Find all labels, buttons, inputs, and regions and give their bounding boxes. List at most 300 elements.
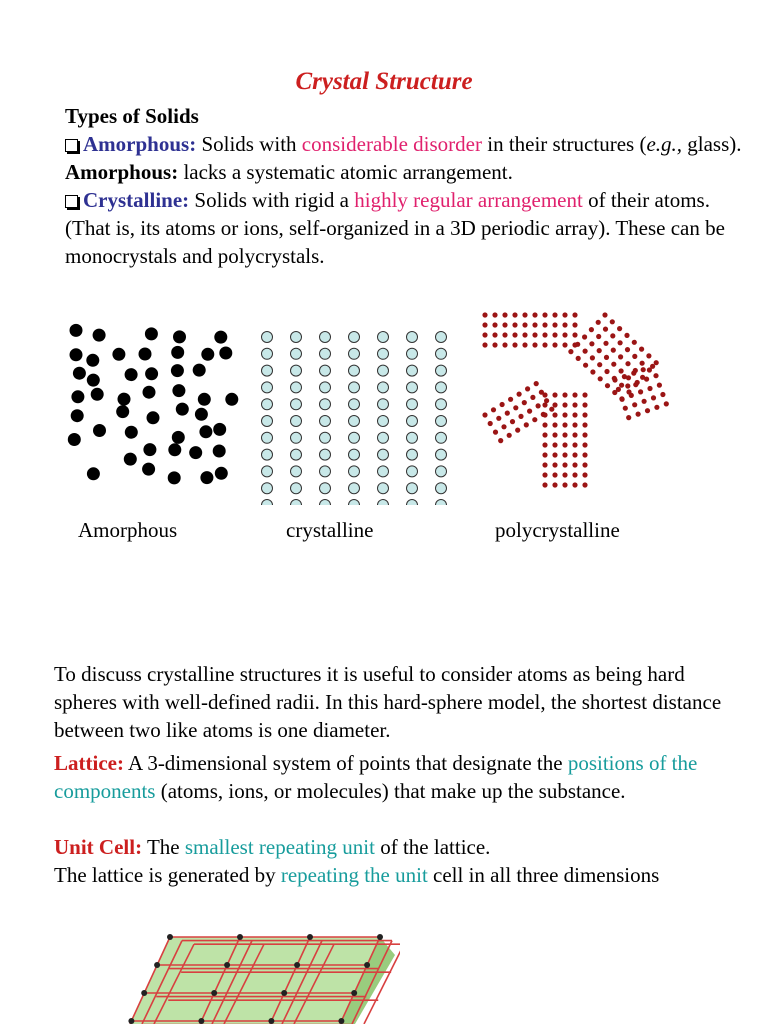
polycrystalline-atom: [653, 373, 658, 378]
crystalline-paragraph: [65, 186, 745, 270]
polycrystalline-atom: [522, 342, 527, 347]
crystalline-atom: [349, 416, 360, 427]
amorphous-atom: [171, 346, 184, 359]
polycrystalline-atom: [590, 355, 595, 360]
amorphous-atom: [71, 409, 84, 422]
polycrystalline-atom: [572, 462, 577, 467]
crystalline-atom: [378, 332, 389, 343]
polycrystalline-atom: [512, 322, 517, 327]
polycrystalline-atom: [552, 402, 557, 407]
polycrystalline-atom: [562, 392, 567, 397]
polycrystalline-atom: [496, 416, 501, 421]
polycrystalline-atom: [522, 332, 527, 337]
caption-crystalline: crystalline: [286, 518, 374, 542]
polycrystalline-atom: [552, 342, 557, 347]
crystalline-atom: [291, 466, 302, 477]
polycrystalline-atom: [562, 322, 567, 327]
checkbox-bullet-icon: [65, 139, 78, 152]
polycrystalline-atom: [542, 402, 547, 407]
crystalline-atom: [320, 500, 331, 506]
polycrystalline-atom: [618, 354, 623, 359]
polycrystalline-atom: [552, 482, 557, 487]
polycrystalline-atom: [522, 322, 527, 327]
amorphous-atom: [145, 367, 158, 380]
amorphous-atom: [87, 374, 100, 387]
polycrystalline-atom: [582, 462, 587, 467]
polycrystalline-atom: [502, 312, 507, 317]
amorphous-atom: [171, 364, 184, 377]
polycrystalline-atom: [562, 462, 567, 467]
text: (atoms, ions, or molecules) that make up the substance.: [155, 779, 626, 803]
polycrystalline-atom: [664, 401, 669, 406]
crystalline-atom: [407, 483, 418, 494]
polycrystalline-atom: [650, 364, 655, 369]
polycrystalline-atom: [645, 408, 650, 413]
crystalline-atom: [291, 449, 302, 460]
polycrystalline-atom: [624, 333, 629, 338]
text: of their atoms. (That is, its atoms or ions, self-organized in a 3D periodic array). These can be monocrystals and polycrystals.: [65, 188, 725, 268]
highlight-regular-arrangement: highly regular arrangement: [354, 188, 583, 212]
crystalline-atom: [436, 483, 447, 494]
crystalline-atom: [349, 348, 360, 359]
text: The: [142, 835, 185, 859]
polycrystalline-atom: [542, 342, 547, 347]
polycrystalline-atom: [582, 432, 587, 437]
polycrystalline-atom: [512, 342, 517, 347]
crystalline-atom: [436, 348, 447, 359]
crystalline-atom: [378, 432, 389, 443]
crystalline-atom: [378, 466, 389, 477]
crystalline-atom: [349, 500, 360, 506]
polycrystalline-atom: [518, 414, 523, 419]
text: e.g.,: [646, 132, 683, 156]
polycrystalline-atom: [582, 472, 587, 477]
polycrystalline-atom: [542, 482, 547, 487]
polycrystalline-atom: [502, 332, 507, 337]
lattice-illustration: [110, 925, 400, 1024]
polycrystalline-atom: [488, 421, 493, 426]
crystalline-atom: [436, 416, 447, 427]
text: of the lattice.: [374, 835, 491, 859]
polycrystalline-atom: [572, 392, 577, 397]
polycrystalline-atom: [632, 354, 637, 359]
highlight-considerable-disorder: considerable disorder: [301, 132, 482, 156]
crystalline-atom: [291, 500, 302, 506]
text: lacks a systematic atomic arrangement.: [178, 160, 513, 184]
crystalline-atom: [407, 432, 418, 443]
crystalline-illustration: [255, 325, 455, 505]
polycrystalline-atom: [572, 452, 577, 457]
lattice-node: [128, 1018, 134, 1024]
polycrystalline-atom: [562, 332, 567, 337]
crystalline-atom: [262, 449, 273, 460]
amorphous-atom: [168, 443, 181, 456]
amorphous-atom: [86, 354, 99, 367]
amorphous-atom: [139, 348, 152, 361]
polycrystalline-atom: [597, 362, 602, 367]
polycrystalline-illustration: [465, 305, 695, 505]
highlight-positions: positions of the components: [54, 751, 698, 803]
polycrystalline-atom: [552, 462, 557, 467]
polycrystalline-atom: [501, 424, 506, 429]
amorphous-atom: [214, 331, 227, 344]
polycrystalline-atom: [582, 452, 587, 457]
polycrystalline-atom: [568, 349, 573, 354]
crystalline-atom: [349, 332, 360, 343]
polycrystalline-atom: [493, 430, 498, 435]
polycrystalline-atom: [611, 362, 616, 367]
polycrystalline-atom: [562, 412, 567, 417]
lattice-node: [281, 990, 287, 996]
polycrystalline-atom: [507, 433, 512, 438]
crystalline-atom: [436, 466, 447, 477]
polycrystalline-atom: [552, 412, 557, 417]
polycrystalline-atom: [617, 326, 622, 331]
crystalline-atom: [262, 432, 273, 443]
polycrystalline-atom: [542, 332, 547, 337]
amorphous-atom: [143, 443, 156, 456]
crystalline-atom: [349, 432, 360, 443]
polycrystalline-atom: [542, 432, 547, 437]
crystalline-atom: [320, 416, 331, 427]
lattice-node: [224, 962, 230, 968]
polycrystalline-atom: [642, 399, 647, 404]
polycrystalline-atom: [482, 322, 487, 327]
polycrystalline-atom: [572, 432, 577, 437]
crystalline-atom: [262, 382, 273, 393]
polycrystalline-atom: [640, 361, 645, 366]
highlight-smallest-unit: smallest repeating unit: [184, 835, 375, 859]
polycrystalline-atom: [638, 389, 643, 394]
polycrystalline-atom: [590, 369, 595, 374]
crystalline-atom: [320, 399, 331, 410]
text: glass).: [682, 132, 742, 156]
amorphous-atom: [201, 348, 214, 361]
polycrystalline-atom: [623, 406, 628, 411]
crystalline-atom: [436, 365, 447, 376]
polycrystalline-atom: [542, 472, 547, 477]
amorphous-atom: [70, 324, 83, 337]
crystalline-atom: [349, 466, 360, 477]
crystalline-atom: [262, 483, 273, 494]
polycrystalline-atom: [572, 482, 577, 487]
text: in their structures (: [481, 132, 647, 156]
page-title: Crystal Structure: [295, 68, 473, 95]
polycrystalline-atom: [515, 428, 520, 433]
polycrystalline-atom: [651, 395, 656, 400]
polycrystalline-atom: [619, 383, 624, 388]
polycrystalline-atom: [532, 322, 537, 327]
crystalline-atom: [291, 399, 302, 410]
text: cell in all three dimensions: [427, 863, 660, 887]
crystalline-atom: [320, 382, 331, 393]
lattice-node: [154, 962, 160, 968]
polycrystalline-atom: [660, 392, 665, 397]
lattice-node: [167, 934, 173, 940]
polycrystalline-atom: [542, 442, 547, 447]
polycrystalline-atom: [532, 332, 537, 337]
polycrystalline-atom: [530, 395, 535, 400]
polycrystalline-atom: [604, 369, 609, 374]
crystalline-atom: [378, 348, 389, 359]
amorphous-atom: [176, 403, 189, 416]
polycrystalline-atom: [611, 348, 616, 353]
crystalline-atom: [436, 500, 447, 506]
amorphous-atom: [195, 408, 208, 421]
crystalline-atom: [320, 332, 331, 343]
lattice-node: [141, 990, 147, 996]
polycrystalline-atom: [524, 422, 529, 427]
polycrystalline-atom: [612, 377, 617, 382]
polycrystalline-atom: [513, 405, 518, 410]
crystalline-atom: [262, 500, 273, 506]
polycrystalline-atom: [482, 342, 487, 347]
polycrystalline-atom: [542, 462, 547, 467]
polycrystalline-atom: [525, 386, 530, 391]
lattice-generated-paragraph: [54, 861, 744, 889]
crystalline-atom: [407, 382, 418, 393]
polycrystalline-atom: [576, 356, 581, 361]
amorphous-atom: [118, 393, 131, 406]
amorphous-atom: [68, 433, 81, 446]
polycrystalline-atom: [562, 472, 567, 477]
highlight-repeating-unit: repeating the unit: [280, 863, 428, 887]
polycrystalline-atom: [510, 419, 515, 424]
crystalline-atom: [291, 382, 302, 393]
polycrystalline-atom: [552, 332, 557, 337]
polycrystalline-atom: [532, 342, 537, 347]
polycrystalline-atom: [517, 392, 522, 397]
polycrystalline-atom: [635, 380, 640, 385]
crystalline-atom: [378, 500, 389, 506]
amorphous-atom: [225, 393, 238, 406]
crystalline-atom: [291, 348, 302, 359]
polycrystalline-atom: [625, 361, 630, 366]
polycrystalline-atom: [602, 312, 607, 317]
amorphous-atom: [143, 386, 156, 399]
types-of-solids-section: [65, 102, 745, 270]
polycrystalline-atom: [625, 383, 630, 388]
polycrystalline-atom: [639, 347, 644, 352]
polycrystalline-atom: [562, 402, 567, 407]
polycrystalline-atom: [492, 342, 497, 347]
amorphous-atom: [168, 471, 181, 484]
polycrystalline-atom: [562, 482, 567, 487]
lattice-node: [377, 934, 383, 940]
hard-sphere-paragraph: To discuss crystalline structures it is useful to consider atoms as being hard spheres with well-defined radii. In this hard-sphere model, the shortest distance between two like atoms is one diameter.: [54, 662, 722, 742]
caption-polycrystalline: polycrystalline: [495, 518, 620, 542]
lattice-term: Lattice:: [54, 751, 124, 775]
polycrystalline-atom: [552, 422, 557, 427]
lattice-node: [294, 962, 300, 968]
text: Solids with: [196, 132, 302, 156]
text: A 3-dimensional system of points that designate the: [123, 751, 568, 775]
polycrystalline-atom: [492, 322, 497, 327]
crystalline-atom: [291, 432, 302, 443]
amorphous-atom: [199, 425, 212, 438]
lattice-node: [351, 990, 357, 996]
polycrystalline-atom: [482, 332, 487, 337]
polycrystalline-atom: [575, 342, 580, 347]
amorphous-atom: [215, 467, 228, 480]
polycrystalline-atom: [572, 332, 577, 337]
polycrystalline-atom: [605, 383, 610, 388]
amorphous-atom: [70, 348, 83, 361]
polycrystalline-atom: [626, 415, 631, 420]
polycrystalline-atom: [641, 367, 646, 372]
crystalline-atom: [262, 365, 273, 376]
polycrystalline-atom: [622, 374, 627, 379]
polycrystalline-atom: [616, 387, 621, 392]
crystalline-atom: [436, 449, 447, 460]
crystalline-atom: [291, 483, 302, 494]
polycrystalline-atom: [582, 334, 587, 339]
polycrystalline-atom: [534, 381, 539, 386]
polycrystalline-atom: [502, 322, 507, 327]
crystalline-atom: [436, 332, 447, 343]
polycrystalline-atom: [542, 422, 547, 427]
polycrystalline-atom: [589, 327, 594, 332]
checkbox-bullet-icon: [65, 195, 78, 208]
polycrystalline-atom: [542, 322, 547, 327]
polycrystalline-atom: [482, 412, 487, 417]
lattice-node: [237, 934, 243, 940]
crystalline-atom: [291, 365, 302, 376]
polycrystalline-atom: [610, 319, 615, 324]
polycrystalline-atom: [646, 353, 651, 358]
crystalline-atom: [436, 399, 447, 410]
polycrystalline-atom: [505, 411, 510, 416]
polycrystalline-atom: [562, 442, 567, 447]
text: Solids with rigid a: [189, 188, 355, 212]
amorphous-atom: [116, 405, 129, 418]
polycrystalline-atom: [572, 422, 577, 427]
crystalline-atom: [320, 348, 331, 359]
polycrystalline-atom: [582, 402, 587, 407]
polycrystalline-atom: [522, 400, 527, 405]
crystalline-atom: [349, 483, 360, 494]
polycrystalline-atom: [589, 341, 594, 346]
polycrystalline-atom: [482, 312, 487, 317]
polycrystalline-atom: [512, 312, 517, 317]
polycrystalline-atom: [603, 327, 608, 332]
crystalline-atom: [436, 432, 447, 443]
polycrystalline-atom: [619, 396, 624, 401]
polycrystalline-atom: [572, 442, 577, 447]
polycrystalline-atom: [562, 432, 567, 437]
polycrystalline-atom: [552, 322, 557, 327]
crystalline-atom: [291, 332, 302, 343]
polycrystalline-atom: [498, 438, 503, 443]
amorphous-atom: [125, 426, 138, 439]
polycrystalline-atom: [596, 320, 601, 325]
amorphous-atom: [172, 384, 185, 397]
polycrystalline-atom: [552, 452, 557, 457]
polycrystalline-atom: [603, 341, 608, 346]
polycrystalline-atom: [604, 355, 609, 360]
crystalline-atom: [320, 432, 331, 443]
amorphous-atom: [93, 424, 106, 437]
polycrystalline-atom: [552, 432, 557, 437]
unit-cell-paragraph: [54, 833, 744, 861]
crystalline-atom: [378, 449, 389, 460]
crystalline-atom: [378, 382, 389, 393]
lattice-node: [364, 962, 370, 968]
amorphous-atom: [145, 327, 158, 340]
polycrystalline-atom: [632, 340, 637, 345]
polycrystalline-atom: [562, 312, 567, 317]
polycrystalline-atom: [542, 452, 547, 457]
crystalline-atom: [349, 399, 360, 410]
crystalline-atom: [262, 399, 273, 410]
polycrystalline-atom: [502, 342, 507, 347]
crystalline-atom: [407, 500, 418, 506]
crystalline-atom: [320, 365, 331, 376]
amorphous-atom: [112, 348, 125, 361]
polycrystalline-atom: [500, 402, 505, 407]
polycrystalline-atom: [542, 412, 547, 417]
amorphous-atom: [173, 330, 186, 343]
unit-cell-term: Unit Cell:: [54, 835, 143, 859]
polycrystalline-atom: [532, 312, 537, 317]
polycrystalline-atom: [654, 405, 659, 410]
crystalline-atom: [378, 365, 389, 376]
crystalline-atom: [320, 449, 331, 460]
crystalline-atom: [291, 416, 302, 427]
crystalline-atom: [262, 416, 273, 427]
amorphous-illustration: [60, 320, 250, 500]
amorphous-atom: [142, 463, 155, 476]
polycrystalline-atom: [582, 412, 587, 417]
polycrystalline-atom: [572, 322, 577, 327]
polycrystalline-atom: [522, 312, 527, 317]
crystalline-atom: [320, 483, 331, 494]
polycrystalline-atom: [549, 407, 554, 412]
polycrystalline-atom: [552, 312, 557, 317]
amorphous-term-2: Amorphous:: [65, 160, 179, 184]
polycrystalline-atom: [596, 334, 601, 339]
polycrystalline-atom: [632, 402, 637, 407]
text: The lattice is generated by: [54, 863, 281, 887]
amorphous-atom: [124, 453, 137, 466]
polycrystalline-atom: [657, 383, 662, 388]
amorphous-atom: [200, 471, 213, 484]
lattice-node: [211, 990, 217, 996]
polycrystalline-atom: [597, 348, 602, 353]
polycrystalline-atom: [582, 392, 587, 397]
polycrystalline-atom: [508, 397, 513, 402]
crystalline-atom: [320, 466, 331, 477]
crystalline-atom: [407, 365, 418, 376]
polycrystalline-atom: [625, 347, 630, 352]
lattice-node: [268, 1018, 274, 1024]
crystalline-atom: [407, 466, 418, 477]
polycrystalline-atom: [552, 472, 557, 477]
polycrystalline-atom: [542, 312, 547, 317]
crystalline-atom: [349, 382, 360, 393]
crystalline-atom: [262, 332, 273, 343]
amorphous-atom: [213, 423, 226, 436]
polycrystalline-atom: [619, 368, 624, 373]
crystalline-atom: [407, 449, 418, 460]
polycrystalline-atom: [492, 312, 497, 317]
amorphous-atom: [189, 446, 202, 459]
polycrystalline-atom: [582, 442, 587, 447]
polycrystalline-atom: [629, 393, 634, 398]
polycrystalline-atom: [636, 412, 641, 417]
amorphous-paragraph: [65, 130, 745, 186]
polycrystalline-atom: [512, 332, 517, 337]
